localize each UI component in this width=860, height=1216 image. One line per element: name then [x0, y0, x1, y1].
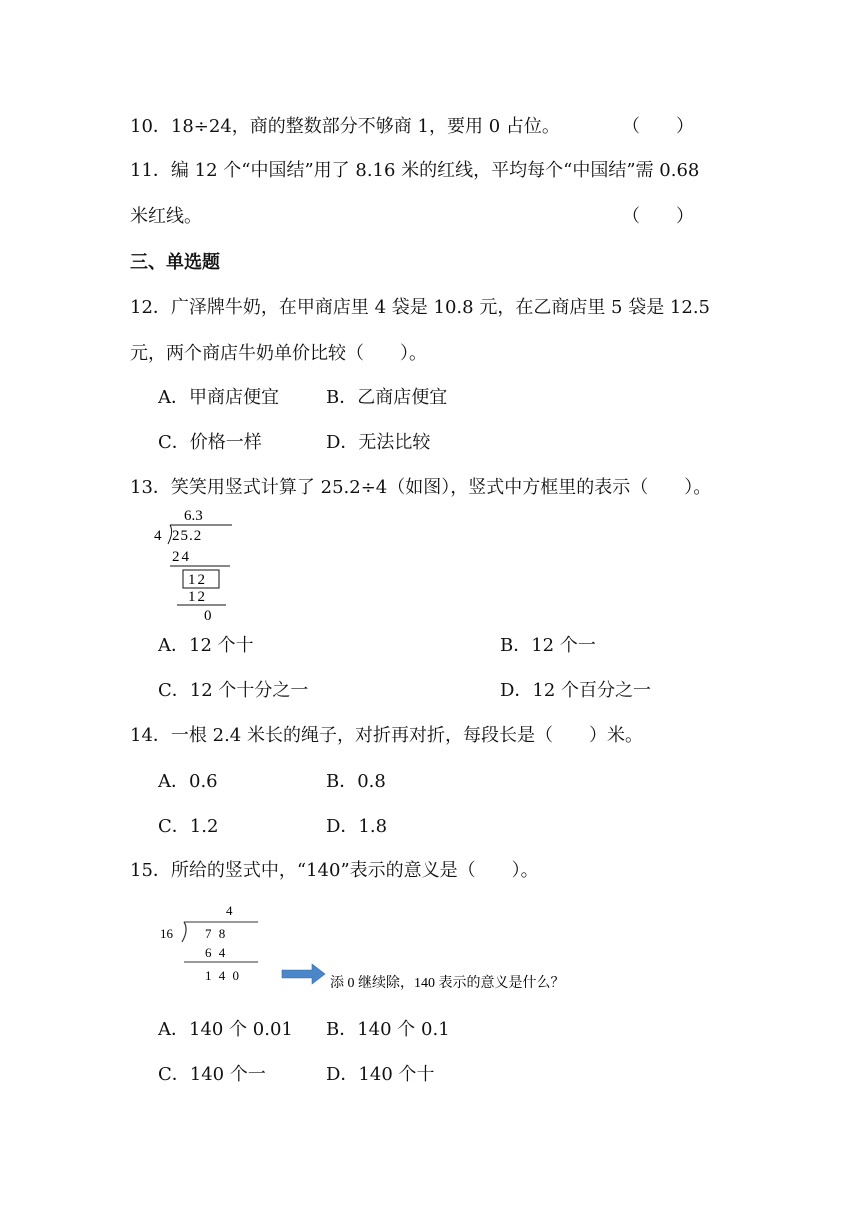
q13-remainder-2: 0	[204, 608, 212, 624]
q14-option-c: C．1.2	[158, 816, 219, 837]
q15-bracket	[182, 922, 186, 942]
q13-option-b: B．12 个一	[500, 635, 596, 656]
q12-option-d: D．无法比较	[326, 432, 431, 453]
arrow-right-icon	[282, 964, 325, 984]
q15-option-d: D．140 个十	[326, 1064, 435, 1085]
q13-dividend: 25.2	[172, 528, 203, 544]
q15-long-division-figure	[158, 898, 598, 996]
q15-option-a: A．140 个 0.01	[158, 1019, 293, 1040]
q15-option-b: B．140 个 0.1	[326, 1019, 450, 1040]
q12-option-b: B．乙商店便宜	[326, 387, 448, 408]
q12-option-a: A．甲商店便宜	[158, 387, 279, 408]
q13-product-1: 24	[172, 549, 191, 565]
q11-answer-paren: （ ）	[622, 206, 694, 227]
q15-option-c: C．140 个一	[158, 1064, 266, 1085]
q15-quotient: 4	[226, 903, 233, 918]
q13-remainder-1: 12	[188, 572, 207, 588]
q14-option-a: A．0.6	[158, 771, 218, 792]
q13-quotient: 6.3	[184, 508, 203, 524]
q14-option-d: D．1.8	[326, 816, 388, 837]
q15-text: 15．所给的竖式中，“140”表示的意义是（ ）。	[130, 860, 539, 881]
q13-option-c: C．12 个十分之一	[158, 680, 309, 701]
section-title: 三、单选题	[130, 252, 220, 273]
q13-text: 13．笑笑用竖式计算了 25.2÷4（如图），竖式中方框里的表示（ ）。	[130, 477, 712, 498]
q11-line1: 11．编 12 个“中国结”用了 8.16 米的红线，平均每个“中国结”需 0.68	[130, 160, 700, 181]
q13-product-2: 12	[188, 589, 207, 605]
q15-divisor: 16	[160, 926, 173, 941]
q13-divisor: 4	[154, 528, 162, 544]
q14-text: 14．一根 2.4 米长的绳子，对折再对折，每段长是（ ）米。	[130, 725, 643, 746]
q13-option-d: D．12 个百分之一	[500, 680, 652, 701]
q15-dividend: 7 8	[205, 926, 228, 941]
q14-option-b: B．0.8	[326, 771, 386, 792]
q13-long-division-figure	[150, 506, 250, 624]
q12-line1: 12．广泽牌牛奶，在甲商店里 4 袋是 10.8 元，在乙商店里 5 袋是 12.5	[130, 297, 711, 318]
q10-answer-paren: （ ）	[622, 116, 694, 137]
q13-option-a: A．12 个十	[158, 635, 254, 656]
q15-product-1: 6 4	[205, 945, 228, 960]
q11-line2: 米红线。	[130, 206, 202, 227]
q12-option-c: C．价格一样	[158, 432, 262, 453]
q15-figure-note: 添 0 继续除，140 表示的意义是什么？	[330, 976, 565, 991]
q10-text: 10．18÷24，商的整数部分不够商 1，要用 0 占位。	[130, 116, 560, 137]
q12-line2: 元，两个商店牛奶单价比较（ ）。	[130, 343, 427, 364]
q15-remainder-1: 1 4 0	[205, 968, 241, 983]
